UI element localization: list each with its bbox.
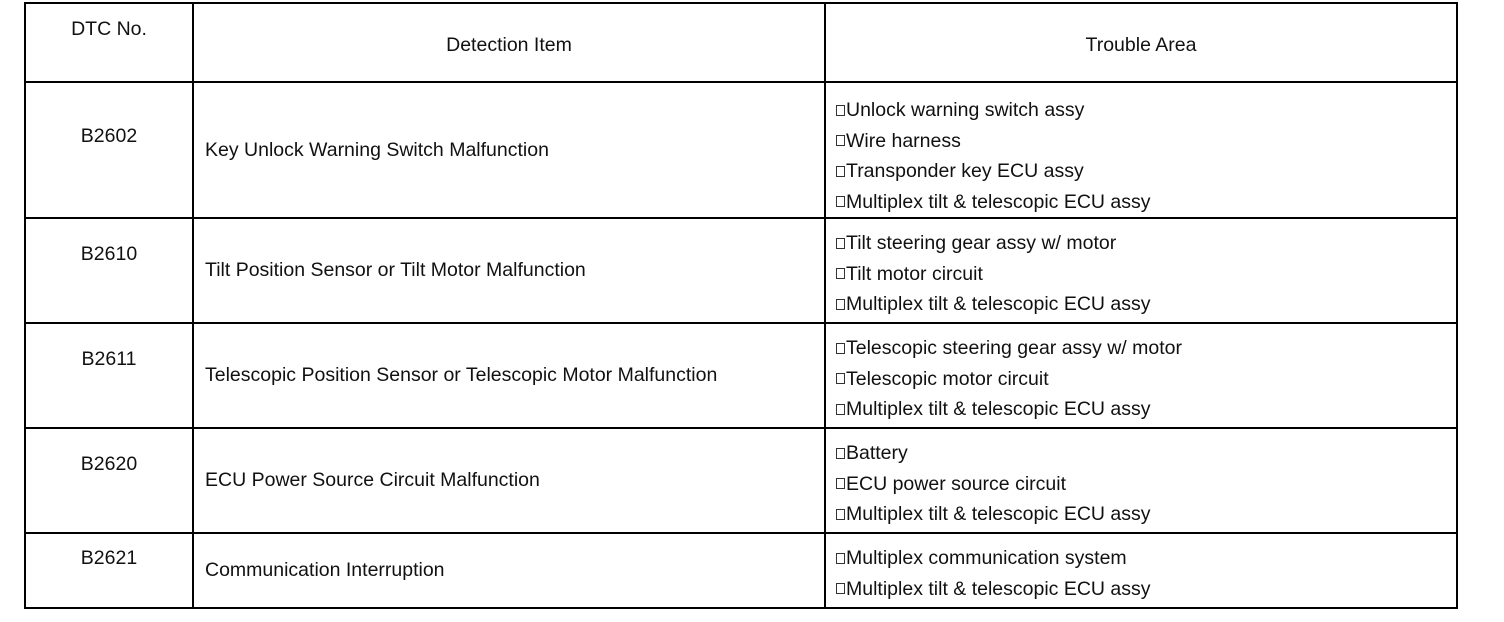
header-dtc-no: DTC No. [25,3,193,82]
trouble-area-item: ECU power source circuit [836,469,1456,500]
detection-item: ECU Power Source Circuit Malfunction [193,428,825,533]
dtc-code: B2621 [25,533,193,608]
trouble-area-item: Battery [836,438,1456,469]
trouble-area-item: Telescopic steering gear assy w/ motor [836,333,1456,364]
trouble-area-item: Multiplex tilt & telescopic ECU assy [836,499,1456,530]
table-row [25,533,1457,608]
checkbox-icon [836,448,845,459]
trouble-area-list [825,428,1457,533]
dtc-code: B2620 [25,428,193,533]
checkbox-icon [836,196,845,207]
checkbox-icon [836,299,845,310]
checkbox-icon [836,238,845,249]
checkbox-icon [836,105,845,116]
header-detection-item: Detection Item [193,3,825,82]
detection-item: Tilt Position Sensor or Tilt Motor Malfunction [193,218,825,323]
table-row [25,218,1457,323]
trouble-area-item: Multiplex tilt & telescopic ECU assy [836,187,1456,218]
trouble-area-list [825,323,1457,428]
checkbox-icon [836,509,845,520]
trouble-area-list [825,82,1457,218]
checkbox-icon [836,404,845,415]
dtc-code: B2611 [25,323,193,428]
detection-item: Key Unlock Warning Switch Malfunction [193,82,825,218]
trouble-area-item: Tilt steering gear assy w/ motor [836,228,1456,259]
header-trouble-area: Trouble Area [825,3,1457,82]
trouble-area-item: Multiplex tilt & telescopic ECU assy [836,289,1456,320]
table-row [25,323,1457,428]
trouble-area-item: Multiplex tilt & telescopic ECU assy [836,574,1456,605]
table-header-row [25,3,1457,82]
detection-item: Communication Interruption [193,533,825,608]
trouble-area-item: Telescopic motor circuit [836,364,1456,395]
trouble-area-item: Tilt motor circuit [836,259,1456,290]
checkbox-icon [836,583,845,594]
trouble-area-item: Wire harness [836,126,1456,157]
trouble-area-item: Unlock warning switch assy [836,95,1456,126]
dtc-code: B2610 [25,218,193,323]
trouble-area-list [825,533,1457,608]
checkbox-icon [836,135,845,146]
checkbox-icon [836,373,845,384]
trouble-area-item: Multiplex tilt & telescopic ECU assy [836,394,1456,425]
checkbox-icon [836,343,845,354]
checkbox-icon [836,478,845,489]
trouble-area-item: Transponder key ECU assy [836,156,1456,187]
table-row [25,428,1457,533]
table-row [25,82,1457,218]
trouble-area-item: Multiplex communication system [836,543,1456,574]
checkbox-icon [836,553,845,564]
checkbox-icon [836,166,845,177]
dtc-table [24,2,1458,609]
detection-item: Telescopic Position Sensor or Telescopic Motor Malfunction [193,323,825,428]
checkbox-icon [836,268,845,279]
dtc-code: B2602 [25,82,193,218]
trouble-area-list [825,218,1457,323]
